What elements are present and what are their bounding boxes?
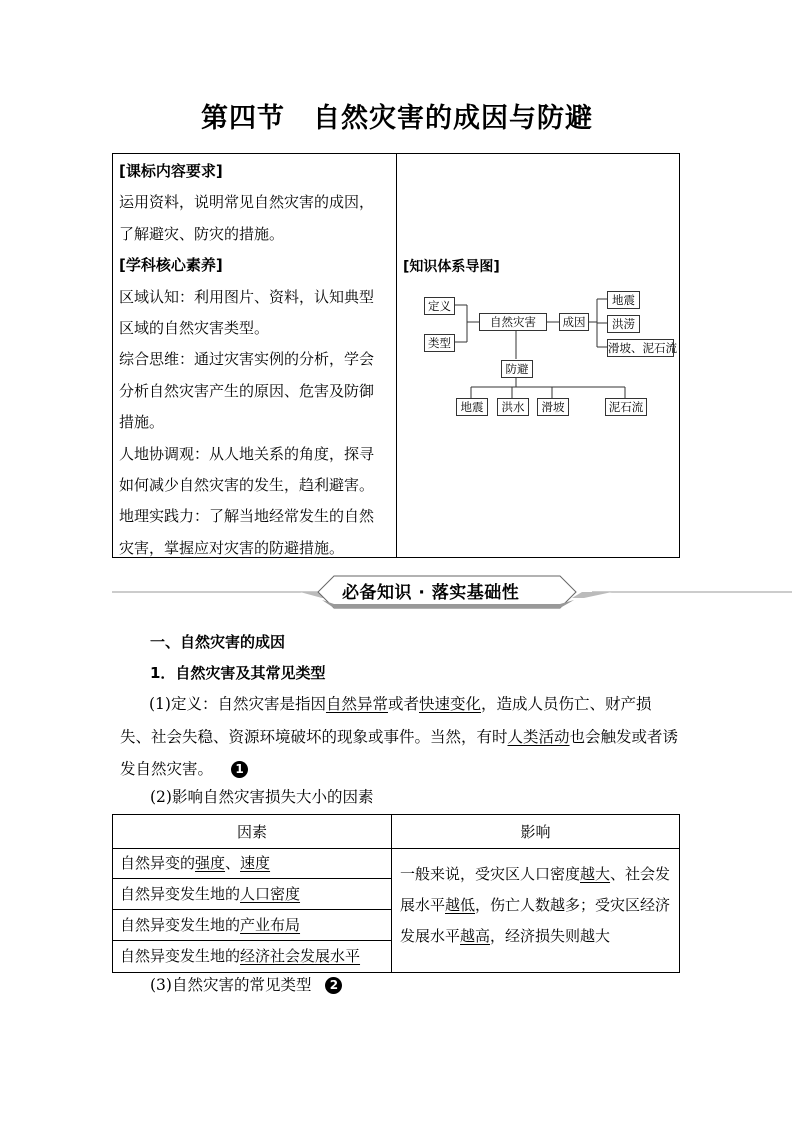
node-prev-earthquake: 地震 [456, 398, 488, 416]
table-header-impact: 影响 [520, 823, 551, 841]
node-prev-landslide: 滑坡 [537, 398, 569, 416]
node-prev-debris-flow: 泥石流 [605, 398, 647, 416]
underlined-term: 快速变化 [419, 695, 482, 713]
underlined-term: 产业布局 [240, 916, 301, 934]
table-row [113, 910, 391, 941]
node-cause-flood: 洪涝 [607, 315, 640, 333]
table-row [113, 941, 391, 972]
table-header-factor: 因素 [236, 823, 267, 841]
requirements-line: 运用资料，说明常见自然灾害的成因， [119, 193, 375, 212]
note-badge: 1 [231, 761, 248, 778]
para-text: 或者 [387, 695, 419, 713]
literacy-line: 如何减少自然灾害的发生，趋利避害。 [119, 476, 375, 495]
title-section: 第四节 [201, 103, 285, 134]
table-row [113, 879, 391, 910]
node-natural-disaster: 自然灾害 [479, 313, 547, 331]
underlined-term: 越高 [460, 927, 491, 945]
types-heading-text: (3)自然灾害的常见类型 [150, 976, 312, 994]
underlined-term: 人类活动 [507, 727, 570, 746]
factors-table [112, 814, 680, 973]
requirements-column [119, 156, 395, 564]
definition-paragraph [120, 688, 682, 786]
node-cause-earthquake: 地震 [607, 291, 640, 309]
literacy-line: 灾害，掌握应对灾害的防避措施。 [119, 538, 345, 557]
overview-box [112, 153, 680, 558]
impact-cell [400, 859, 676, 952]
page-title [0, 96, 794, 135]
para-text: 也会触发或者诱发自然灾害。 [120, 727, 679, 778]
node-cause-landslide: 滑坡、泥石流 [608, 341, 677, 355]
underlined-term: 人口密度 [240, 885, 301, 903]
literacy-line: 措施。 [119, 413, 165, 432]
node-types: 类型 [424, 334, 455, 352]
literacy-heading: [学科核心素养] [119, 256, 223, 275]
node-causes: 成因 [559, 313, 589, 331]
underlined-term: 强度 [195, 854, 226, 872]
cell-text: 自然异变的 [120, 854, 196, 872]
cell-text: 自然异变发生地的 [120, 916, 241, 934]
requirements-line: 了解避灾、防灾的措施。 [119, 224, 285, 243]
literacy-line: 分析自然灾害产生的原因、危害及防御 [119, 381, 375, 400]
types-heading [150, 973, 342, 995]
note-badge: 2 [325, 977, 342, 994]
factors-heading: (2)影响自然灾害损失大小的因素 [150, 788, 374, 806]
para-text: ，造成人员伤亡、财产损失、社会失稳、资源环境破坏的现象或事件。当然，有时 [120, 695, 652, 746]
requirements-heading: [课标内容要求] [119, 162, 223, 180]
literacy-line: 综合思维：通过灾害实例的分析，学会 [119, 350, 375, 369]
cell-text: ，伤亡人数越多；受灾区经济发展水平 [400, 896, 671, 945]
literacy-line: 区域认知：利用图片、资料，认知典型 [119, 287, 375, 306]
section-banner [112, 570, 792, 614]
cell-text: 、社会发展水平 [400, 865, 671, 914]
para-text: (1)定义：自然灾害是指因 [149, 695, 326, 713]
cell-text: 、 [225, 854, 241, 872]
knowledge-map [397, 154, 680, 557]
table-row [113, 848, 391, 879]
literacy-line: 区域的自然灾害类型。 [119, 319, 270, 338]
subsection-heading: 1．自然灾害及其常见类型 [150, 664, 326, 682]
banner-text: 必备知识 · 落实基础性 [342, 583, 520, 603]
cell-text: ，经济损失则越大 [490, 927, 611, 945]
cell-text: 自然异变发生地的 [120, 947, 241, 965]
node-definition: 定义 [424, 297, 455, 315]
node-prevention: 防避 [501, 360, 533, 378]
underlined-term: 自然异常 [325, 695, 388, 713]
literacy-line: 人地协调观：从人地关系的角度，探寻 [119, 444, 375, 463]
underlined-term: 越大 [580, 865, 611, 883]
literacy-line: 地理实践力：了解当地经常发生的自然 [119, 507, 375, 526]
knowledge-map-title: [知识体系导图] [403, 259, 500, 275]
underlined-term: 速度 [240, 854, 271, 872]
section-heading: 一、自然灾害的成因 [150, 633, 286, 651]
node-prev-flood: 洪水 [497, 398, 529, 416]
underlined-term: 越低 [445, 896, 476, 914]
underlined-term: 经济社会发展水平 [240, 947, 361, 965]
cell-text: 自然异变发生地的 [120, 885, 241, 903]
cell-text: 一般来说，受灾区人口密度 [400, 865, 581, 883]
title-text: 自然灾害的成因与防避 [313, 103, 593, 134]
